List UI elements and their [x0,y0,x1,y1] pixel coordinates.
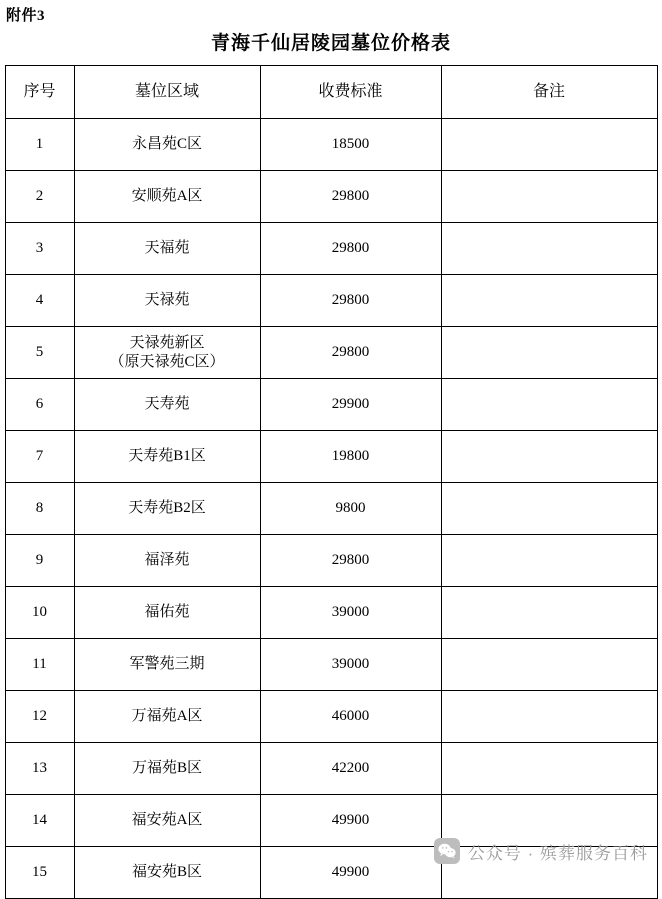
cell-no: 14 [5,795,74,847]
cell-note [441,795,657,847]
cell-no: 3 [5,223,74,275]
cell-note [441,847,657,899]
table-row [5,795,657,847]
cell-price: 42200 [260,743,441,795]
cell-price: 18500 [260,119,441,171]
table-row [5,847,657,899]
table-row [5,379,657,431]
cell-no: 2 [5,171,74,223]
table-row [5,535,657,587]
cell-no: 5 [5,327,74,379]
table-header-row [5,66,657,119]
cell-no: 12 [5,691,74,743]
cell-price: 39000 [260,587,441,639]
page-title: 青海千仙居陵园墓位价格表 [210,33,451,54]
cell-note [441,171,657,223]
table-row [5,743,657,795]
column-header-price: 收费标准 [260,66,441,119]
cell-note [441,275,657,327]
table-row [5,639,657,691]
cell-area: 万福苑A区 [74,691,260,743]
table-row [5,587,657,639]
price-table [5,65,658,899]
cell-no: 13 [5,743,74,795]
table-row [5,327,657,379]
table-row [5,483,657,535]
cell-note [441,535,657,587]
cell-no: 11 [5,639,74,691]
cell-no: 10 [5,587,74,639]
table-row [5,171,657,223]
cell-note [441,327,657,379]
table-row [5,119,657,171]
cell-price: 46000 [260,691,441,743]
cell-note [441,483,657,535]
cell-area [74,327,260,379]
cell-no: 8 [5,483,74,535]
cell-note [441,431,657,483]
cell-area: 永昌苑C区 [74,119,260,171]
cell-price: 29800 [260,535,441,587]
cell-price: 29800 [260,327,441,379]
cell-price: 29800 [260,171,441,223]
cell-area: 福泽苑 [74,535,260,587]
cell-area: 福安苑B区 [74,847,260,899]
cell-area: 天寿苑B2区 [74,483,260,535]
cell-no: 1 [5,119,74,171]
cell-price: 9800 [260,483,441,535]
cell-area: 福佑苑 [74,587,260,639]
cell-area: 天寿苑B1区 [74,431,260,483]
cell-area: 天寿苑 [74,379,260,431]
cell-area: 万福苑B区 [74,743,260,795]
cell-area-line2: （原天禄苑C区） [109,353,225,370]
table-row [5,223,657,275]
column-header-area: 墓位区域 [74,66,260,119]
cell-note [441,691,657,743]
cell-price: 49900 [260,795,441,847]
cell-no: 6 [5,379,74,431]
cell-area: 安顺苑A区 [74,171,260,223]
cell-area: 军警苑三期 [74,639,260,691]
column-header-note: 备注 [441,66,657,119]
cell-no: 4 [5,275,74,327]
cell-no: 7 [5,431,74,483]
cell-no: 9 [5,535,74,587]
cell-note [441,379,657,431]
cell-area-line1: 天禄苑新区 [129,334,205,351]
cell-note [441,587,657,639]
table-row [5,431,657,483]
cell-area: 天禄苑 [74,275,260,327]
cell-no: 15 [5,847,74,899]
cell-note [441,639,657,691]
table-row [5,691,657,743]
column-header-no: 序号 [5,66,74,119]
table-body [5,119,657,899]
cell-note [441,743,657,795]
table-row [5,275,657,327]
cell-price: 49900 [260,847,441,899]
cell-area: 天福苑 [74,223,260,275]
cell-price: 19800 [260,431,441,483]
cell-price: 29800 [260,223,441,275]
cell-area: 福安苑A区 [74,795,260,847]
watermark-text: 公众号 · 殡葬服务百科 [467,843,648,863]
cell-note [441,223,657,275]
cell-price: 39000 [260,639,441,691]
table-header [5,66,657,119]
cell-note [441,119,657,171]
cell-price: 29800 [260,275,441,327]
cell-price: 29900 [260,379,441,431]
attachment-label: 附件3 [6,8,46,24]
